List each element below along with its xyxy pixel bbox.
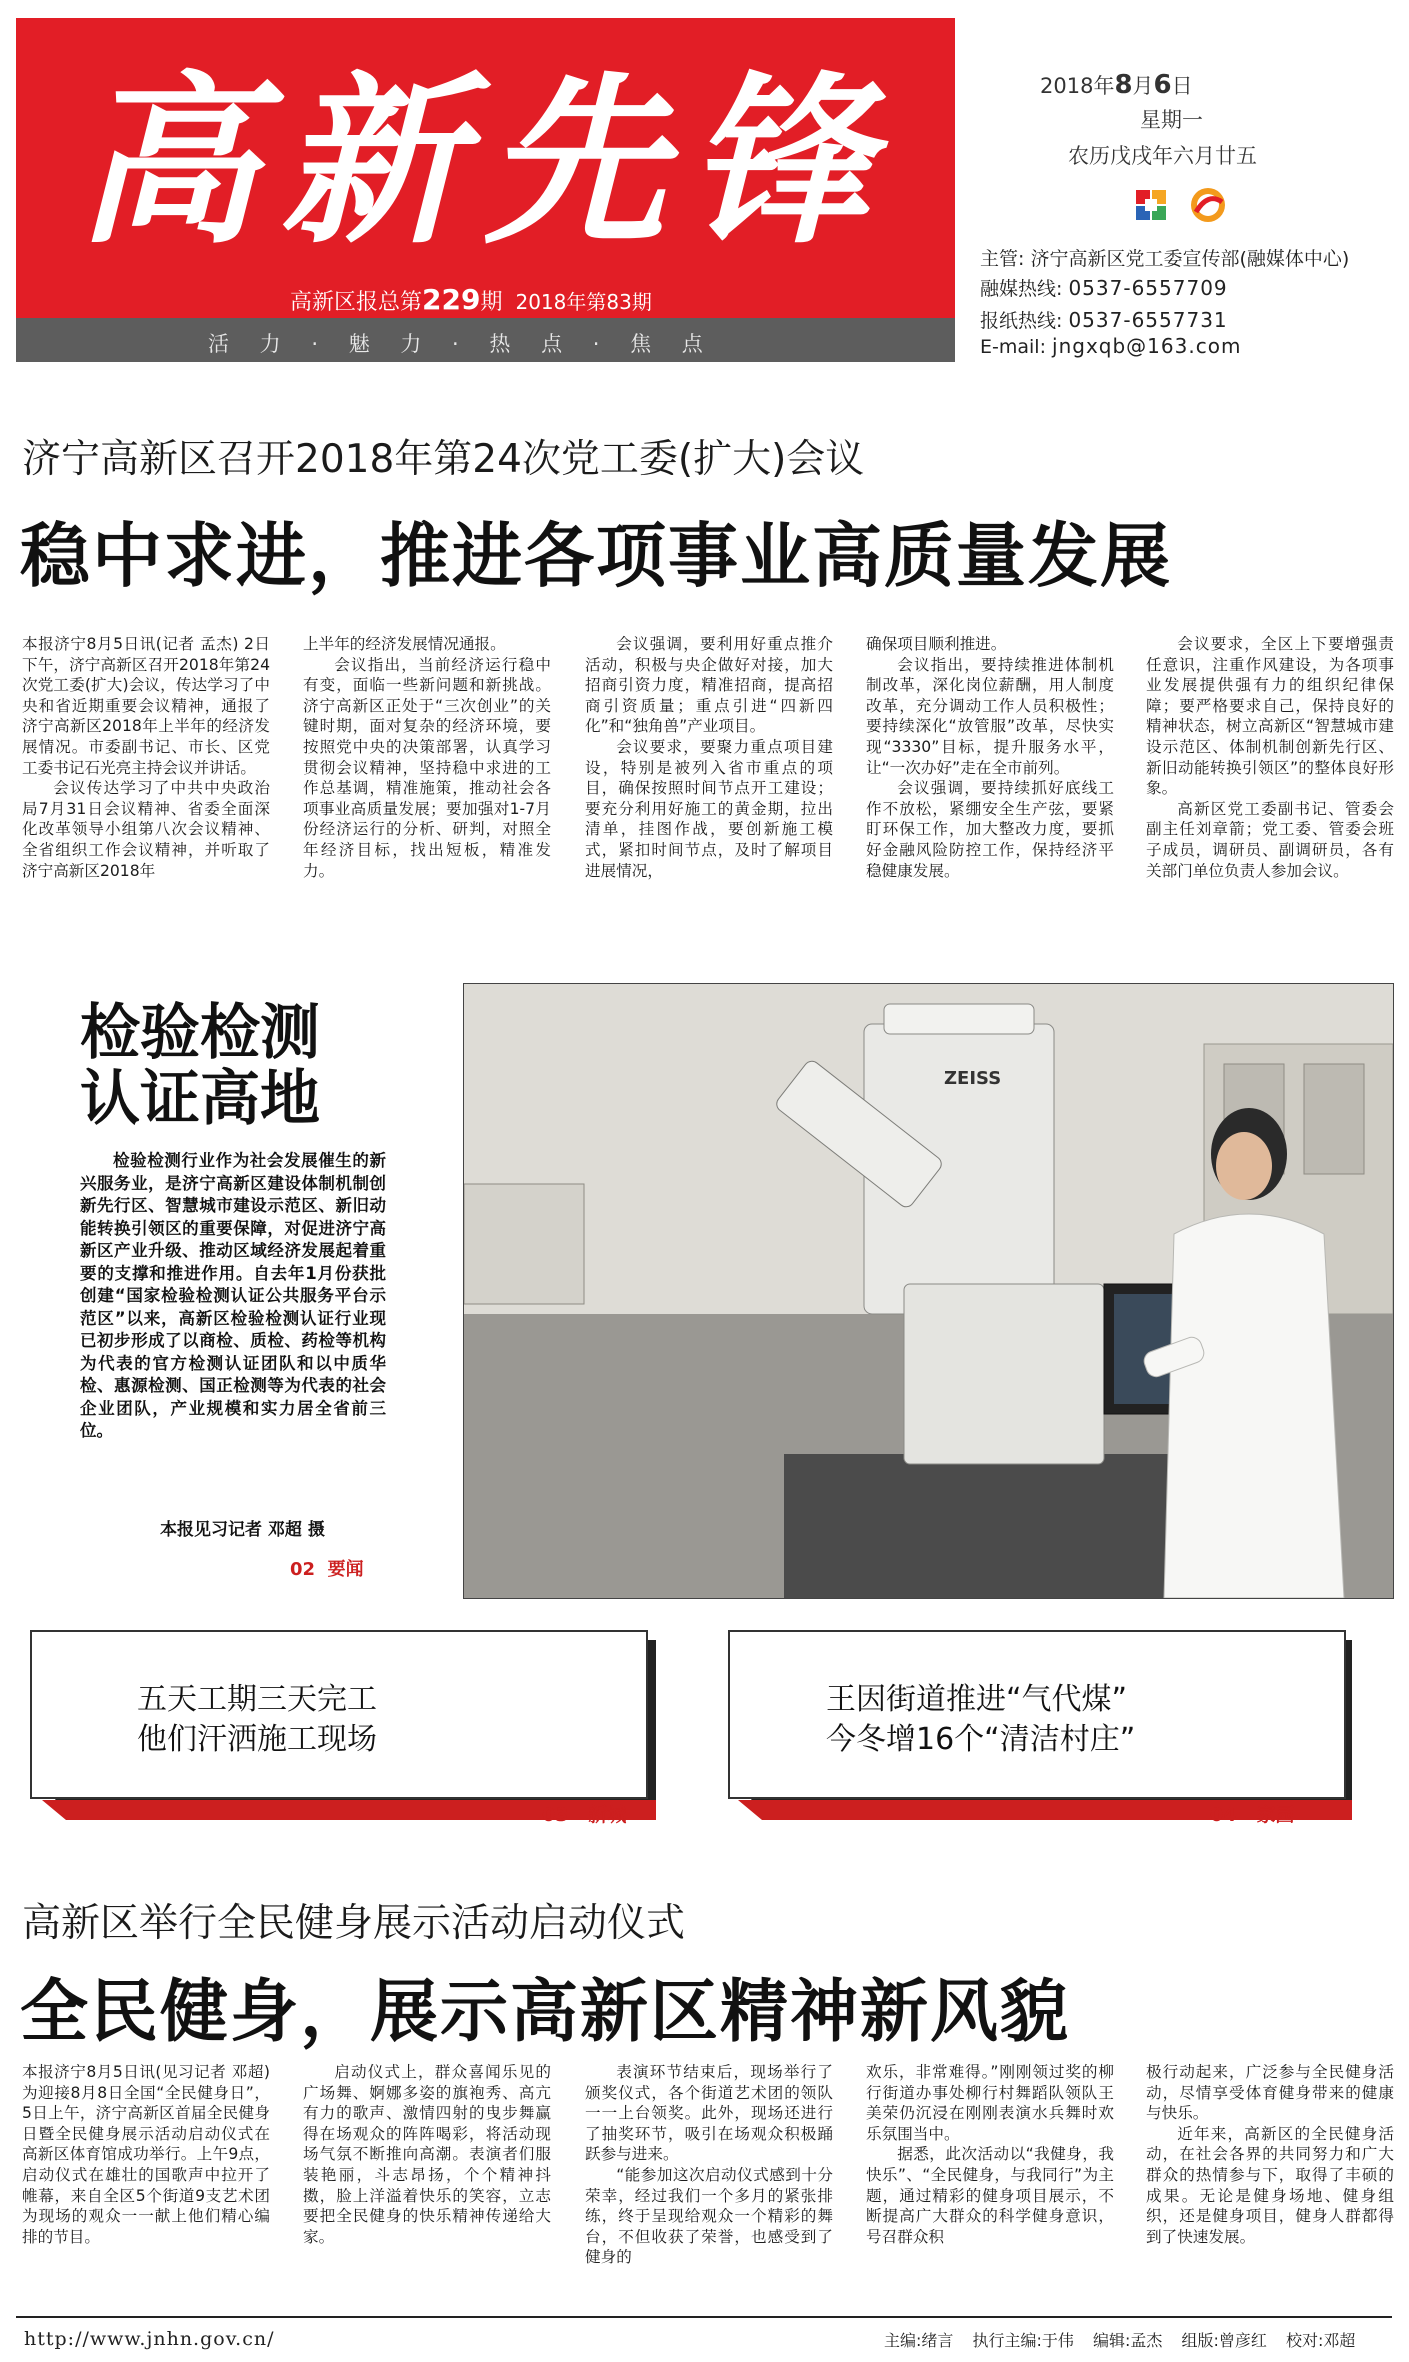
feature-credit: 本报见习记者 邓超 摄 xyxy=(160,1520,325,1540)
hotline-line: 融媒热线: 0537-6557709 xyxy=(980,276,1228,300)
microscope-brand: ZEISS xyxy=(944,1068,1002,1089)
issue-date: 2018年8月6日 xyxy=(1040,70,1193,100)
footer-staff xyxy=(884,2328,1369,2351)
lead-column-5: 会议要求，全区上下要增强责任意识，注重作风建设，为各项事业发展提供强有力的组织纪律保障；要严格要求自己，保持良好的精神状态，树立高新区“智慧城市建设示范区、体制机制创新先行区、新旧动能转换引领区”的整体良好形象。 高新区党工委副书记、管委会副主任刘章箭；党工委、管委会班子成员，调研员、副调研员，各有关部门单位负责人参加会议。 xyxy=(1146,635,1394,880)
feature-page-ref[interactable]: 02 要闻 xyxy=(290,1559,364,1580)
teaser-1-headline: 五天工期三天完工 他们汗洒施工现场 xyxy=(137,1682,377,1757)
feature-photo xyxy=(463,983,1394,1599)
email-line: E-mail: jngxqb@163.com xyxy=(980,334,1242,358)
feature-body: 检验检测行业作为社会发展催生的新兴服务业，是济宁高新区建设体制机制创新先行区、智慧城市建设示范区、新旧动能转换引领区的重要保障，对促进济宁高新区产业升级、推动区域经济发展起着重要的支撑和推进作用。自去年1月份获批创建“国家检验检测认证公共服务平台示范区”以来，高新区检验检测认证行业现已初步形成了以商检、质检、药检等机构为代表的官方检测认证团队和以中质华检、惠源检测、国正检测等为代表的社会企业团队，产业规模和实力居全省前三位。 xyxy=(80,1151,386,1440)
teaser-2-page-ref: 04 家园 xyxy=(1210,1804,1295,1826)
sun-logo-icon xyxy=(1191,188,1225,222)
lead-headline: 稳中求进，推进各项事业高质量发展 xyxy=(20,515,1172,597)
footer-url[interactable]: http://www.jnhn.gov.cn/ xyxy=(24,2328,275,2350)
teaser-1-page-ref: 03 新城 xyxy=(542,1804,627,1826)
sponsor-logos xyxy=(1130,182,1240,232)
teaser-box-1[interactable] xyxy=(30,1630,648,1826)
lead-column-1: 本报济宁8月5日讯(记者 孟杰) 2日下午，济宁高新区召开2018年第24次党工委(扩大)会议，传达学习了中央和省近期重要会议精神，通报了济宁高新区2018年上半年的经济发展情况。市委副书记、市长、区党工委书记石光亮主持会议并讲话。 会议传达学习了中共中央政治局7月31日会议精神、省委全面深化改革领导小组第八次会议精神、全省组织工作会议精神，并听取了济宁高新区2018年 xyxy=(22,635,270,880)
lead-column-4: 确保项目顺利推进。 会议指出，要持续推进体制机制改革，深化岗位薪酬，用人制度改革，充分调动工作人员积极性；要持续深化“放管服”改革，尽快实现“3330”目标，提升服务水平，让“一次办好”走在全市前列。 会议强调，要持续抓好底线工作不放松，紧绷安全生产弦，要紧盯环保工作，加大整改力度，要抓好金融风险防控工作，保持经济平稳健康发展。 xyxy=(866,635,1114,880)
footer-rule xyxy=(16,2316,1392,2318)
second-column-4: 欢乐，非常难得。”刚刚领过奖的柳行街道办事处柳行村舞蹈队领队王美荣仍沉浸在刚刚表演水兵舞时欢乐氛围当中。 据悉，此次活动以“我健身，我快乐”、“全民健身，与我同行”为主题，通过精彩的健身项目展示，不断提高广大群众的科学健身意识，号召群众积 xyxy=(866,2063,1114,2246)
slogan: 活 力 · 魅 力 · 热 点 · 焦 点 xyxy=(208,332,715,356)
second-column-5: 极行动起来，广泛参与全民健身活动，尽情享受体育健身带来的健康与快乐。 近年来，高新区的全民健身活动，在社会各界的共同努力和广大群众的热情参与下，取得了丰硕的成果。无论是健身场地、健身组织，还是健身项目，健身人群都得到了快速发展。 xyxy=(1146,2063,1394,2246)
lead-column-3: 会议强调，要利用好重点推介活动，积极与央企做好对接，加大招商引资力度，精准招商，提高招商引资质量；重点引进“四新四化”和“独角兽”产业项目。 会议要求，要聚力重点项目建设，特别是被列入省市重点的项目，确保按照时间节点开工建设；要充分利用好施工的黄金期，拉出清单，挂图作战，要创新施工模式，紧扣时间节点，及时了解项目进展情况， xyxy=(585,635,833,880)
second-column-1: 本报济宁8月5日讯(见习记者 邓超) 为迎接8月8日全国“全民健身日”，5日上午，济宁高新区首届全民健身日暨全民健身展示活动启动仪式在高新区体育馆成功举行。上午9点，启动仪式在雄壮的国歌声中拉开了帷幕，来自全区5个街道9支艺术团为现场的观众一一献上他们精心编排的节目。 xyxy=(22,2063,270,2246)
staff-layout: 组版:曾彦红 xyxy=(1181,2331,1267,2350)
second-headline: 全民健身，展示高新区精神新风貌 xyxy=(20,1973,1071,2052)
staff-executive-editor: 执行主编:于伟 xyxy=(972,2331,1074,2350)
subscribe-line: 报纸热线: 0537-6557731 xyxy=(980,308,1228,332)
second-column-2: 启动仪式上，群众喜闻乐见的广场舞、婀娜多姿的旗袍秀、高亢有力的歌声、激情四射的曳步舞赢得在场观众的阵阵喝彩，将活动现场气氛不断推向高潮。表演者们服装艳丽，斗志昂扬，个个精神抖擞，脸上洋溢着快乐的笑容，立志要把全民健身的快乐精神传递给大家。 xyxy=(303,2063,551,2246)
lab-scene xyxy=(464,984,1393,1598)
staff-editor-in-chief: 主编:绪言 xyxy=(884,2331,954,2350)
newspaper-title: 高新先锋 xyxy=(76,54,892,268)
teaser-2-headline: 王因街道推进“气代煤” 今冬增16个“清洁村庄” xyxy=(826,1682,1136,1757)
staff-proofreader: 校对:邓超 xyxy=(1286,2331,1356,2350)
feature-title: 检验检测 认证高地 xyxy=(80,998,320,1134)
staff-editor: 编辑:孟杰 xyxy=(1093,2331,1163,2350)
lunar-date: 农历戊戌年六月廿五 xyxy=(1068,144,1257,168)
lead-column-2: 上半年的经济发展情况通报。 会议指出，当前经济运行稳中有变，面临一些新问题和新挑战。济宁高新区正处于“三次创业”的关键时期，面对复杂的经济环境，要按照党中央的决策部署，认真学习贯彻会议精神，坚持稳中求进的工作总基调，精准施策，推动社会各项事业高质量发展；要加强对1-7月份经济运行的分析、研判，对照全年经济目标，找出短板，精准发力。 xyxy=(303,635,551,880)
masthead xyxy=(16,18,955,362)
teaser-box-2[interactable] xyxy=(728,1630,1346,1826)
second-column-3: 表演环节结束后，现场举行了颁奖仪式，各个街道艺术团的领队一一上台领奖。此外，现场还进行了抽奖环节，吸引在场观众积极踊跃参与进来。 “能参加这次启动仪式感到十分荣幸，经过我们一个多月的紧张排练，终于呈现给观众一个精彩的舞台，不但收获了荣誉，也感受到了健身的 xyxy=(585,2063,833,2267)
issue-number: 高新区报总第229期 2018年第83期 xyxy=(290,283,652,316)
weekday: 星期一 xyxy=(1140,108,1203,132)
second-kicker: 高新区举行全民健身展示活动启动仪式 xyxy=(22,1901,686,1946)
sponsor-line: 主管: 济宁高新区党工委宣传部(融媒体中心) xyxy=(980,248,1350,270)
gear-logo-icon xyxy=(1136,190,1166,220)
lead-kicker: 济宁高新区召开2018年第24次党工委(扩大)会议 xyxy=(22,437,865,482)
slogan-band xyxy=(16,318,955,362)
